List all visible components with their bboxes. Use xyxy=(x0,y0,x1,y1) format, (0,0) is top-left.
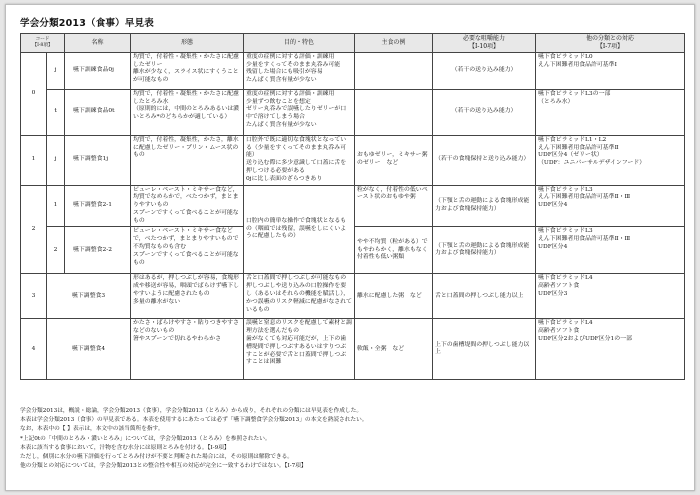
code-cell: 0 xyxy=(21,52,47,135)
header-dish: 主食の例 xyxy=(355,34,433,53)
dish-cell: 離水に配慮した粥 など xyxy=(355,274,433,319)
table-row xyxy=(21,319,685,380)
footnote-line: 本表に該当する食事において，汁物を含む水分には原則とろみを付ける。【I-9項】 xyxy=(20,444,230,451)
code-cell: 1 xyxy=(21,135,47,185)
footnote-line: 本表は学会分類2013（食事）の早見表である。本表を使用するにあたっては必ず「嚥下調整食学会分類2013」の本文を熟読されたい。 xyxy=(20,417,368,424)
header-row xyxy=(21,34,685,53)
dish-cell: 軟飯・全粥 など xyxy=(355,319,433,380)
form-cell: 均質で，付着性・凝集性・かたさに配慮したとろみ水 （原則的には，中間のとろみあるいは濃いとろみ*のどちらかが適している） xyxy=(131,89,244,135)
other-cell: 嚥下食ピラミッドL1・L2 えん下困難者用食品許可基準Ⅱ UDF区分4（ゼリー状） （UDF：ユニバーサルデザインフード） xyxy=(536,135,685,185)
quick-reference-table xyxy=(20,33,685,380)
other-cell: 嚥下食ピラミッドL0 えん下困難者用食品許可基準Ⅰ xyxy=(536,52,685,89)
other-cell: 嚥下食ピラミッドL3の一部 （とろみ水） xyxy=(536,89,685,135)
header-code: コード 【I-8項】 xyxy=(21,34,65,53)
dish-cell: やや不均質（粒がある）でもやわらかく，離水もなく付着性も低い粥類 xyxy=(355,227,433,274)
ability-cell: （下顎と舌の運動による食塊形成能力および食塊保持能力） xyxy=(433,227,536,274)
ability-cell: 舌と口蓋間の押しつぶし能力以上 xyxy=(433,274,536,319)
dish-cell: 粒がなく，付着性の低いペースト状のおもゆや粥 xyxy=(355,185,433,227)
dish-cell xyxy=(355,52,433,89)
name-cell: 嚥下調整食2-1 xyxy=(65,185,131,227)
other-cell: 嚥下食ピラミッドL4 高齢者ソフト食 UDF区分3 xyxy=(536,274,685,319)
code-cell: 3 xyxy=(21,274,47,319)
purpose-cell: 口腔内の簡単な操作で食塊状となるもの（咽頭では残留，誤嚥をしにくいように配慮したもの） xyxy=(244,185,355,274)
purpose-cell: 重度の症例に対する評価・訓練用 少量ずつ飲むことを想定 ゼリー丸呑みで誤嚥したりゼリーが口中で溶けてしまう場合 たんぱく質含有量が少ない xyxy=(244,89,355,135)
other-cell: 嚥下食ピラミッドL3 えん下困難者用食品許可基準Ⅱ・Ⅲ UDF区分4 xyxy=(536,185,685,227)
ability-cell: （若干の食塊保持と送り込み能力） xyxy=(433,135,536,185)
subcode-cell: t xyxy=(47,89,65,135)
footnote-line: 学会分類2013は，概説・総論，学会分類2013（食事），学会分類2013（とろみ）から成り，それぞれの分類には早見表を作成した。 xyxy=(20,408,363,414)
other-cell: 嚥下食ピラミッドL3 えん下困難者用食品許可基準Ⅱ・Ⅲ UDF区分4 xyxy=(536,227,685,274)
header-name: 名称 xyxy=(65,34,131,53)
table-row xyxy=(21,89,685,135)
form-cell: 均質で，付着性・凝集性・かたさに配慮したゼリー 離水が少なく，スライス状にすくうことが可能なもの xyxy=(131,52,244,89)
ability-cell: （下顎と舌の運動による食塊形成能力および食塊保持能力） xyxy=(433,185,536,227)
name-cell: 嚥下訓練食品0t xyxy=(65,89,131,135)
subcode-cell: 1 xyxy=(47,185,65,227)
table-row xyxy=(21,274,685,319)
code-cell: 2 xyxy=(21,185,47,274)
name-cell: 嚥下訓練食品0j xyxy=(65,52,131,89)
document-page xyxy=(5,4,695,491)
form-cell: かたさ・ばらけやすさ・貼りつきやすさなどのないもの 箸やスプーンで切れるやわらかさ xyxy=(131,319,244,380)
header-ability: 必要な咀嚼能力 【I-10項】 xyxy=(433,34,536,53)
name-cell: 嚥下調整食1j xyxy=(65,135,131,185)
subcode-cell: j xyxy=(47,52,65,89)
dish-cell xyxy=(355,89,433,135)
name-cell: 嚥下調整食3 xyxy=(47,274,131,319)
form-cell: 均質で，付着性，凝集性，かたさ，離水に配慮したゼリー・プリン・ムース状のもの xyxy=(131,135,244,185)
footnote-line: *上記0tの「中間のとろみ・濃いとろみ」については，学会分類2013（とろみ）を参照されたい。 xyxy=(20,435,271,442)
name-cell: 嚥下調整食2-2 xyxy=(65,227,131,274)
table-row xyxy=(21,135,685,185)
header-purpose: 目的・特色 xyxy=(244,34,355,53)
table-row xyxy=(21,185,685,227)
footnote-line: ただし，個別に水分の嚥下評価を行ってとろみ付けが不要と判断された場合には，その原則は解除できる。 xyxy=(20,454,293,461)
footnote-line: なお，本表中の【 】表示は，本文中の該当箇所を指す。 xyxy=(20,426,164,433)
form-cell: ピューレ・ペースト・ミキサー食などで，べたつかず，まとまりやすいもので不均質なものも含む スプーンですくって食べることが可能なもの xyxy=(131,227,244,274)
header-form: 形態 xyxy=(131,34,244,53)
purpose-cell: 舌と口蓋間で押しつぶしが可能なもの 押しつぶしや送り込みの口腔操作を要し（あるいはそれらの機能を賦活し），かつ誤嚥のリスク軽減に配慮がなされているもの xyxy=(244,274,355,319)
header-other: 他の分類との対応 【I-7項】 xyxy=(536,34,685,53)
ability-cell: 上下の歯槽堤間の押しつぶし能力以上 xyxy=(433,319,536,380)
purpose-cell: 口腔外で既に適切な食塊状となっている（少量をすくってそのまま丸呑み可能） 送り込む際に多少意識して口蓋に舌を押しつける必要がある 0jに比し表面のざらつきあり xyxy=(244,135,355,185)
table-row xyxy=(21,52,685,89)
subcode-cell: 2 xyxy=(47,227,65,274)
subcode-cell: j xyxy=(47,135,65,185)
form-cell: ピューレ・ペースト・ミキサー食など，均質でなめらかで，べたつかず，まとまりやすいもの スプーンですくって食べることが可能なもの xyxy=(131,185,244,227)
name-cell: 嚥下調整食4 xyxy=(47,319,131,380)
other-cell: 嚥下食ピラミッドL4 高齢者ソフト食 UDF区分2およびUDF区分1の一部 xyxy=(536,319,685,380)
footnotes xyxy=(20,407,684,472)
dish-cell: おもゆゼリー，ミキサー粥のゼリー など xyxy=(355,135,433,185)
purpose-cell: 誤嚥と窒息のリスクを配慮して素材と調理方法を選んだもの 歯がなくても対応可能だが，上下の歯槽堤間で押しつぶすあるいはすりつぶすことが必要で舌と口蓋間で押しつぶすことは困難 xyxy=(244,319,355,380)
form-cell: 形はあるが，押しつぶしが容易，食塊形成や移送が容易，咽頭でばらけず嚥下しやすいように配慮されたもの 多量の離水がない xyxy=(131,274,244,319)
purpose-cell: 重度の症例に対する評価・訓練用 少量をすくってそのまま丸呑み可能 残留した場合にも吸引が容易 たんぱく質含有量が少ない xyxy=(244,52,355,89)
ability-cell: （若干の送り込み能力） xyxy=(433,89,536,135)
footnote-line: 他の分類との対応については，学会分類2013との整合性や相互の対応が完全に一致するわけではない。【I-7項】 xyxy=(20,463,307,470)
document-title: 学会分類2013（食事）早見表 xyxy=(20,18,154,29)
code-cell: 4 xyxy=(21,319,47,380)
ability-cell: （若干の送り込み能力） xyxy=(433,52,536,89)
